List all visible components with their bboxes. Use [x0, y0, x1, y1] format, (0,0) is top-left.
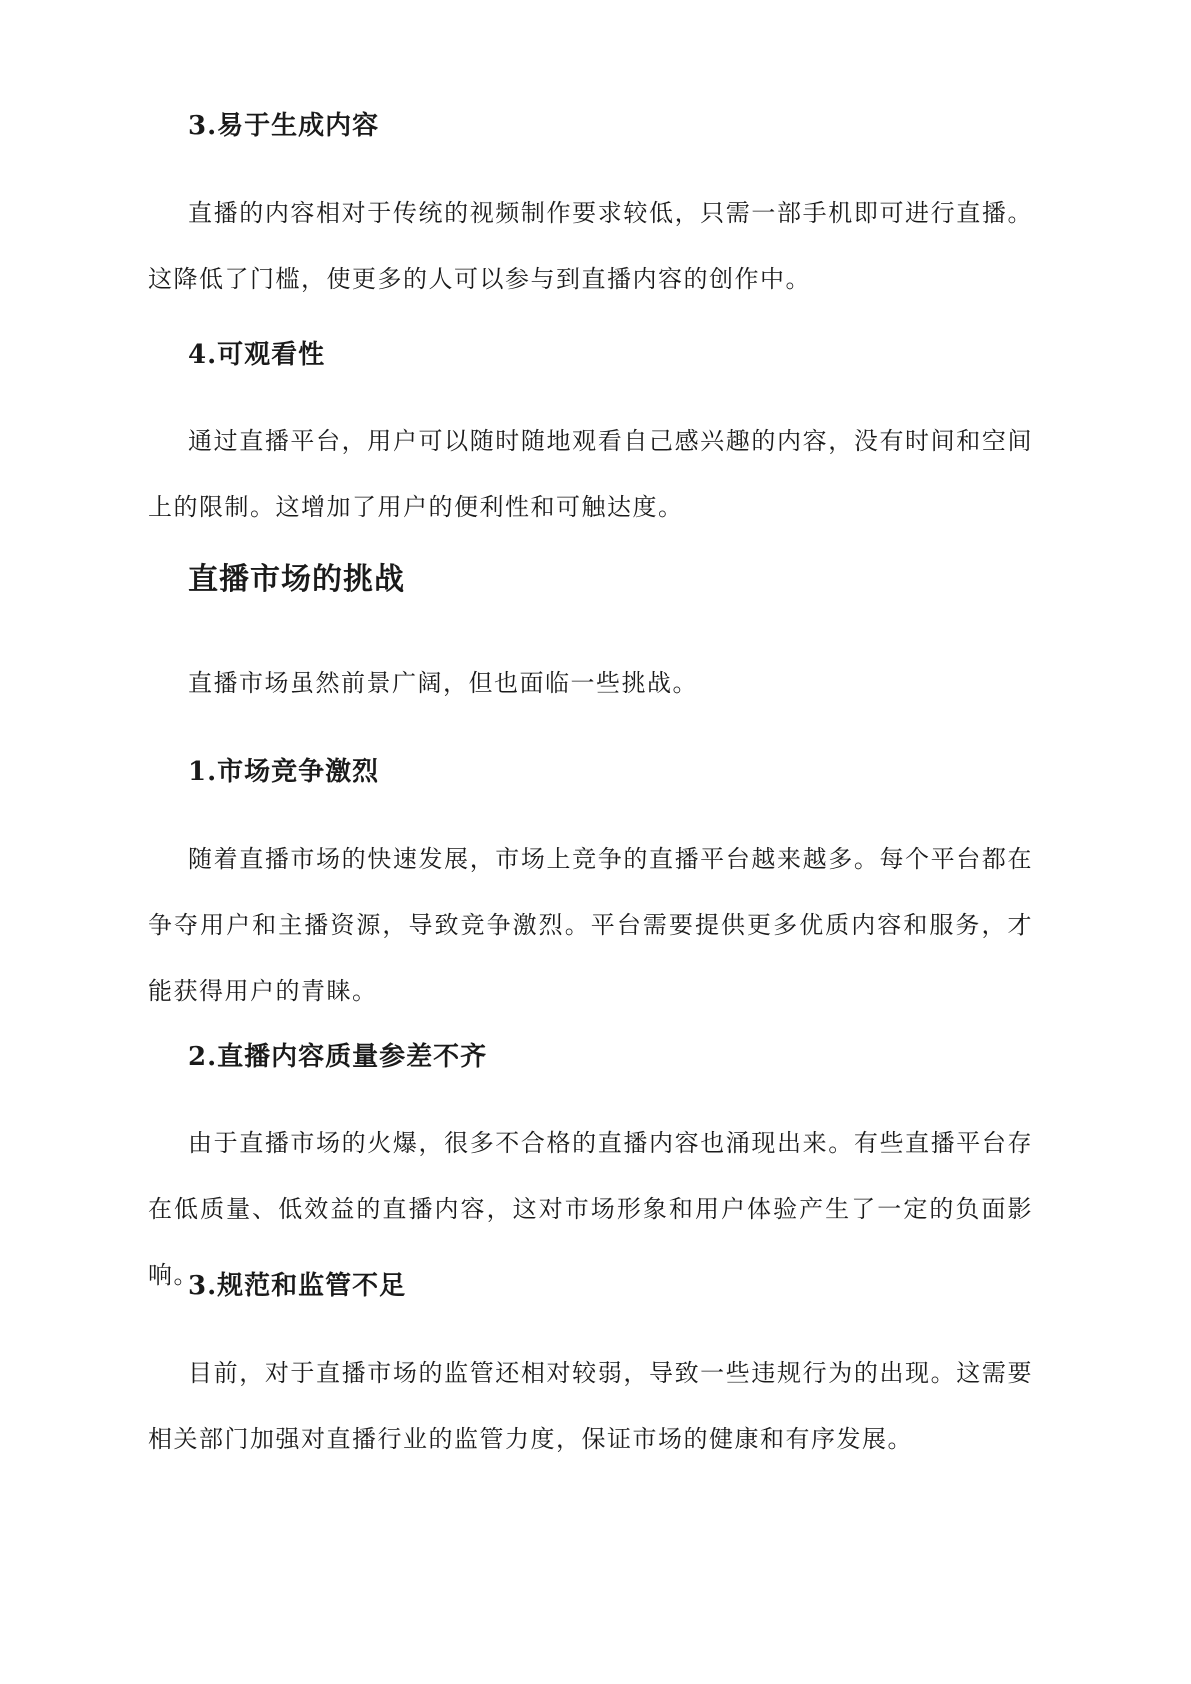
paragraph-watchability: 通过直播平台，用户可以随时随地观看自己感兴趣的内容，没有时间和空间上的限制。这增加了用户的便利性和可触达度。 — [148, 427, 1033, 521]
heading-competition: 1.市场竞争激烈 — [188, 757, 380, 787]
heading-content-quality: 2.直播内容质量参差不齐 — [188, 1042, 488, 1072]
paragraph-competition: 随着直播市场的快速发展，市场上竞争的直播平台越来越多。每个平台都在争夺用户和主播资源，导致竞争激烈。平台需要提供更多优质内容和服务，才能获得用户的青睐。 — [148, 845, 1033, 1005]
heading-watchability: 4.可观看性 — [188, 340, 326, 370]
heading-easy-to-generate: 3.易于生成内容 — [188, 111, 380, 141]
paragraph-easy-to-generate: 直播的内容相对于传统的视频制作要求较低，只需一部手机即可进行直播。这降低了门槛，使更多的人可以参与到直播内容的创作中。 — [148, 199, 1033, 293]
paragraph-regulation: 目前，对于直播市场的监管还相对较弱，导致一些违规行为的出现。这需要相关部门加强对直播行业的监管力度，保证市场的健康和有序发展。 — [148, 1359, 1033, 1453]
paragraph-content-quality: 由于直播市场的火爆，很多不合格的直播内容也涌现出来。有些直播平台存在低质量、低效益的直播内容，这对市场形象和用户体验产生了一定的负面影响。 — [148, 1129, 1033, 1289]
paragraph-challenges-intro: 直播市场虽然前景广阔，但也面临一些挑战。 — [188, 669, 698, 697]
section-title-challenges: 直播市场的挑战 — [188, 562, 405, 597]
heading-regulation: 3.规范和监管不足 — [188, 1271, 407, 1301]
